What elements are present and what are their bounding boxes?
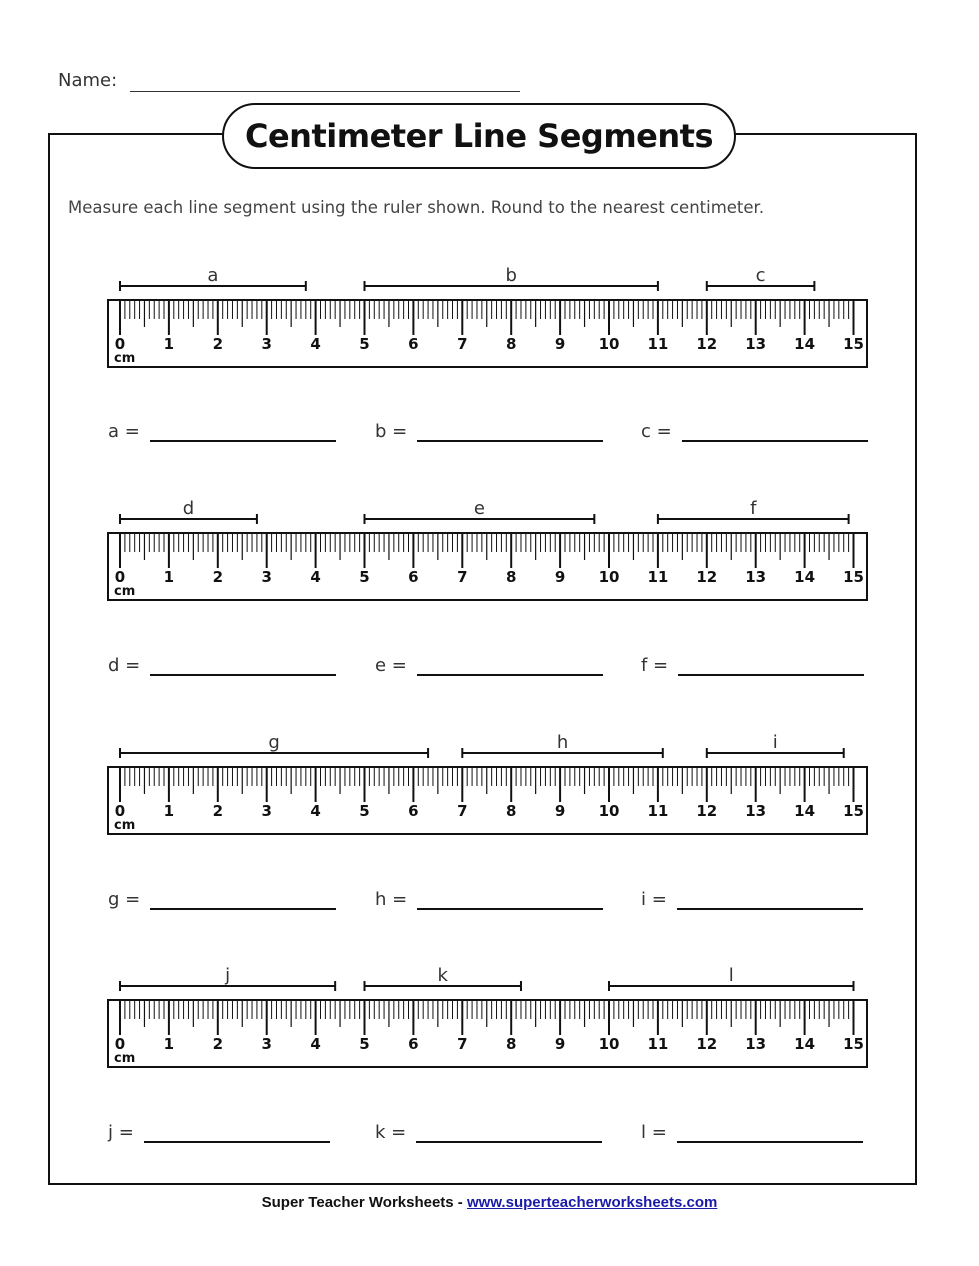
line-segment-i (707, 732, 844, 758)
ruler-number: 6 (408, 802, 419, 820)
ruler-number: 11 (647, 335, 669, 353)
answer-blank[interactable] (682, 420, 868, 442)
answer-field[interactable] (641, 1121, 863, 1143)
ruler-number: 9 (554, 335, 566, 353)
line-segment-k (365, 965, 521, 991)
answer-blank[interactable] (416, 1121, 602, 1143)
ruler-number: 12 (696, 335, 718, 353)
instructions: Measure each line segment using the ruler shown. Round to the nearest centimeter. (68, 198, 765, 217)
answer-label: k = (375, 1122, 407, 1143)
ruler-unit: cm (114, 818, 136, 833)
ruler-number: 14 (794, 335, 816, 353)
answer-label: d = (108, 655, 141, 676)
answer-label: a = (108, 421, 140, 442)
ruler-number: 7 (457, 802, 468, 820)
ruler-number: 1 (163, 568, 175, 586)
ruler-number: 0 (114, 1035, 126, 1053)
footer-link[interactable]: www.superteacherworksheets.com (466, 1194, 718, 1211)
ruler-number: 2 (212, 802, 224, 820)
footer-text: Super Teacher Worksheets - (261, 1194, 467, 1211)
ruler-number: 2 (212, 1035, 224, 1053)
ruler-number: 11 (647, 568, 669, 586)
ruler-number: 3 (261, 335, 272, 353)
line-segment-d (120, 498, 257, 524)
page-title: Centimeter Line Segments (244, 117, 713, 155)
ruler-number: 2 (212, 568, 224, 586)
ruler-number: 7 (457, 568, 468, 586)
answer-label: e = (375, 655, 407, 676)
ruler-number: 8 (505, 335, 517, 353)
segment-label: l (728, 965, 734, 986)
ruler-number: 13 (745, 335, 767, 353)
ruler-number: 4 (310, 335, 321, 353)
ruler-group (108, 498, 867, 600)
ruler-number: 0 (114, 802, 126, 820)
line-segment-f (658, 498, 849, 524)
segment-label: c (755, 265, 766, 286)
ruler-number: 4 (310, 1035, 321, 1053)
ruler-number: 4 (310, 568, 321, 586)
ruler-number: 15 (843, 802, 864, 820)
ruler-number: 0 (114, 568, 126, 586)
answer-label: j = (108, 1122, 134, 1143)
answer-blank[interactable] (677, 888, 863, 910)
ruler-number: 14 (794, 568, 816, 586)
ruler-number: 10 (598, 1035, 620, 1053)
ruler-number: 3 (261, 568, 272, 586)
ruler-number: 9 (554, 1035, 566, 1053)
answer-field[interactable] (641, 654, 864, 676)
ruler-number: 9 (554, 802, 566, 820)
answer-label: f = (641, 655, 669, 676)
answer-field[interactable] (108, 654, 336, 676)
ruler-number: 13 (745, 802, 767, 820)
answer-label: c = (641, 421, 672, 442)
answer-field[interactable] (375, 888, 603, 910)
ruler-number: 1 (163, 802, 175, 820)
ruler-number: 5 (359, 568, 370, 586)
ruler-number: 11 (647, 802, 669, 820)
answer-field[interactable] (375, 420, 603, 442)
ruler-unit: cm (114, 351, 136, 366)
ruler-number: 14 (794, 1035, 816, 1053)
ruler-number: 6 (408, 335, 419, 353)
line-segment-a (120, 265, 306, 291)
segment-label: h (556, 732, 569, 753)
ruler (108, 300, 867, 367)
ruler-group (108, 732, 867, 834)
answer-label: i = (641, 889, 667, 910)
ruler-number: 12 (696, 1035, 718, 1053)
ruler-number: 9 (554, 568, 566, 586)
ruler-number: 15 (843, 568, 864, 586)
line-segment-h (462, 732, 662, 758)
ruler-number: 10 (598, 568, 620, 586)
ruler-number: 5 (359, 335, 370, 353)
answer-field[interactable] (108, 1121, 330, 1143)
ruler-number: 15 (843, 335, 864, 353)
answer-label: b = (375, 421, 408, 442)
ruler-number: 8 (505, 568, 517, 586)
ruler-group (108, 965, 867, 1067)
ruler-number: 1 (163, 335, 175, 353)
ruler-number: 7 (457, 1035, 468, 1053)
segment-label: g (268, 732, 280, 753)
ruler-number: 1 (163, 1035, 175, 1053)
answer-field[interactable] (641, 888, 863, 910)
ruler-number: 3 (261, 1035, 272, 1053)
ruler-number: 11 (647, 1035, 669, 1053)
answer-blank[interactable] (417, 420, 603, 442)
ruler-number: 10 (598, 335, 620, 353)
segment-label: a (207, 265, 219, 286)
line-segment-g (120, 732, 428, 758)
answer-blank[interactable] (144, 1121, 330, 1143)
ruler-number: 7 (457, 335, 468, 353)
answer-field[interactable] (108, 420, 336, 442)
footer (0, 1194, 979, 1211)
ruler-group (108, 265, 867, 367)
segment-label: e (473, 498, 485, 519)
ruler-number: 2 (212, 335, 224, 353)
segment-label: i (772, 732, 778, 753)
ruler-number: 12 (696, 802, 718, 820)
line-segment-j (120, 965, 335, 991)
ruler-number: 4 (310, 802, 321, 820)
answer-field[interactable] (375, 654, 603, 676)
answer-label: h = (375, 889, 408, 910)
ruler-number: 8 (505, 802, 517, 820)
answer-field[interactable] (641, 420, 868, 442)
segment-label: j (225, 965, 231, 986)
line-segment-b (365, 265, 658, 291)
ruler-number: 3 (261, 802, 272, 820)
ruler-unit: cm (114, 584, 136, 599)
answer-blank[interactable] (150, 888, 336, 910)
name-label: Name: (58, 70, 118, 91)
line-segment-e (365, 498, 595, 524)
ruler-number: 14 (794, 802, 816, 820)
ruler-number: 6 (408, 568, 419, 586)
segment-label: k (437, 965, 448, 986)
answer-blank[interactable] (150, 420, 336, 442)
segment-label: b (505, 265, 517, 286)
segment-label: d (182, 498, 195, 519)
answer-field[interactable] (375, 1121, 602, 1143)
ruler-number: 5 (359, 1035, 370, 1053)
segment-label: f (750, 498, 757, 519)
ruler-unit: cm (114, 1051, 136, 1066)
ruler (108, 767, 867, 834)
answer-blank[interactable] (417, 654, 603, 676)
answer-label: g = (108, 889, 141, 910)
ruler-number: 10 (598, 802, 620, 820)
ruler-number: 13 (745, 1035, 767, 1053)
ruler (108, 1000, 867, 1067)
ruler-number: 15 (843, 1035, 864, 1053)
ruler-number: 6 (408, 1035, 419, 1053)
answer-blank[interactable] (677, 1121, 863, 1143)
ruler-number: 5 (359, 802, 370, 820)
answer-label: l = (641, 1122, 667, 1143)
answer-field[interactable] (108, 888, 336, 910)
answer-blank[interactable] (150, 654, 336, 676)
line-segment-l (609, 965, 854, 991)
ruler-number: 8 (505, 1035, 517, 1053)
ruler-number: 0 (114, 335, 126, 353)
ruler-number: 13 (745, 568, 767, 586)
answer-blank[interactable] (417, 888, 603, 910)
ruler (108, 533, 867, 600)
ruler-number: 12 (696, 568, 718, 586)
line-segment-c (707, 265, 815, 291)
answer-blank[interactable] (678, 654, 864, 676)
